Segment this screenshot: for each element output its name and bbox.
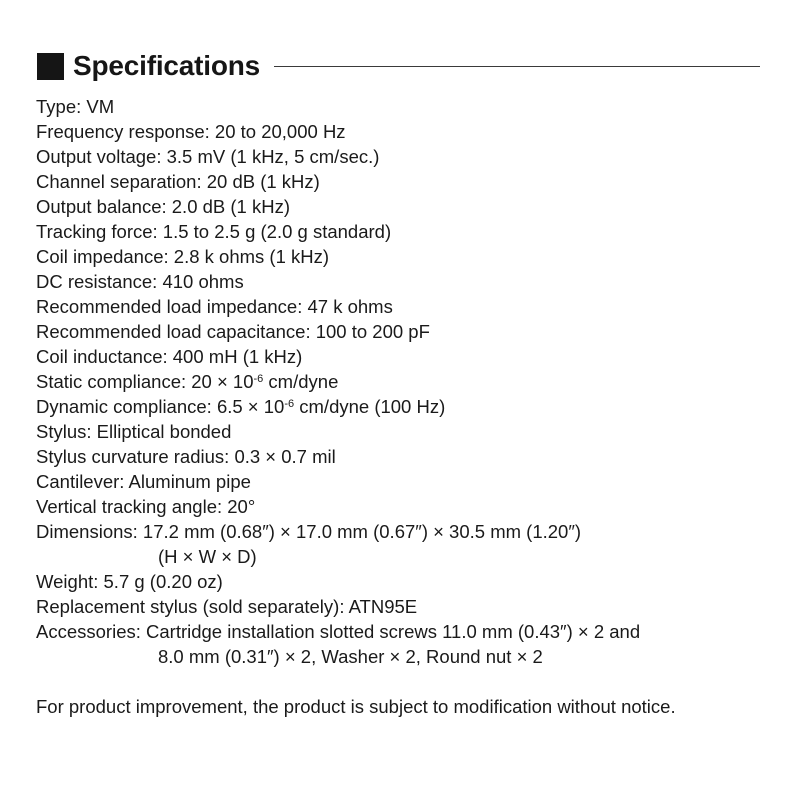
spec-dynamic-compliance-exponent: -6: [284, 398, 295, 410]
spec-coil-inductance: Coil inductance: 400 mH (1 kHz): [36, 346, 303, 367]
spec-static-compliance-exponent: -6: [253, 373, 264, 385]
spec-weight: Weight: 5.7 g (0.20 oz): [36, 571, 223, 592]
spec-coil-impedance: Coil impedance: 2.8 k ohms (1 kHz): [36, 246, 330, 267]
spec-dynamic-compliance-suffix: cm/dyne (100 Hz): [294, 396, 446, 417]
spec-dc-resistance: DC resistance: 410 ohms: [36, 271, 244, 292]
spec-static-compliance: [36, 369, 640, 394]
spec-channel-separation: Channel separation: 20 dB (1 kHz): [36, 171, 320, 192]
spec-cantilever: Cantilever: Aluminum pipe: [36, 471, 251, 492]
spec-replacement-stylus: Replacement stylus (sold separately): ATN95E: [36, 596, 418, 617]
spec-recommended-load-capacitance: Recommended load capacitance: 100 to 200 pF: [36, 321, 430, 342]
spec-frequency-response: Frequency response: 20 to 20,000 Hz: [36, 121, 346, 142]
spec-dynamic-compliance: [36, 394, 640, 419]
spec-vertical-tracking-angle: Vertical tracking angle: 20°: [36, 496, 256, 517]
spec-output-voltage: Output voltage: 3.5 mV (1 kHz, 5 cm/sec.): [36, 146, 380, 167]
spec-dimensions-order: (H × W × D): [158, 546, 257, 567]
page-title: Specifications: [73, 50, 261, 81]
spec-dimensions: Dimensions: 17.2 mm (0.68″) × 17.0 mm (0.67″) × 30.5 mm (1.20″): [36, 521, 582, 542]
spec-type: Type: VM: [36, 96, 115, 117]
spec-stylus-curvature-radius: Stylus curvature radius: 0.3 × 0.7 mil: [36, 446, 336, 467]
spec-stylus: Stylus: Elliptical bonded: [36, 421, 232, 442]
spec-dynamic-compliance-prefix: Dynamic compliance: 6.5 × 10: [36, 396, 285, 417]
spec-accessories: Accessories: Cartridge installation slotted screws 11.0 mm (0.43″) × 2 and: [36, 621, 641, 642]
black-square-icon: [37, 53, 64, 80]
spec-tracking-force: Tracking force: 1.5 to 2.5 g (2.0 g standard): [36, 221, 392, 242]
header-divider: [274, 66, 760, 67]
spec-static-compliance-suffix: cm/dyne: [263, 371, 339, 392]
spec-recommended-load-impedance: Recommended load impedance: 47 k ohms: [36, 296, 393, 317]
spec-accessories-continued: 8.0 mm (0.31″) × 2, Washer × 2, Round nut × 2: [158, 646, 543, 667]
modification-notice: For product improvement, the product is subject to modification without notice.: [36, 696, 676, 717]
section-header: [37, 48, 760, 84]
spec-output-balance: Output balance: 2.0 dB (1 kHz): [36, 196, 290, 217]
spec-static-compliance-prefix: Static compliance: 20 × 10: [36, 371, 254, 392]
specifications-list: [36, 94, 640, 669]
